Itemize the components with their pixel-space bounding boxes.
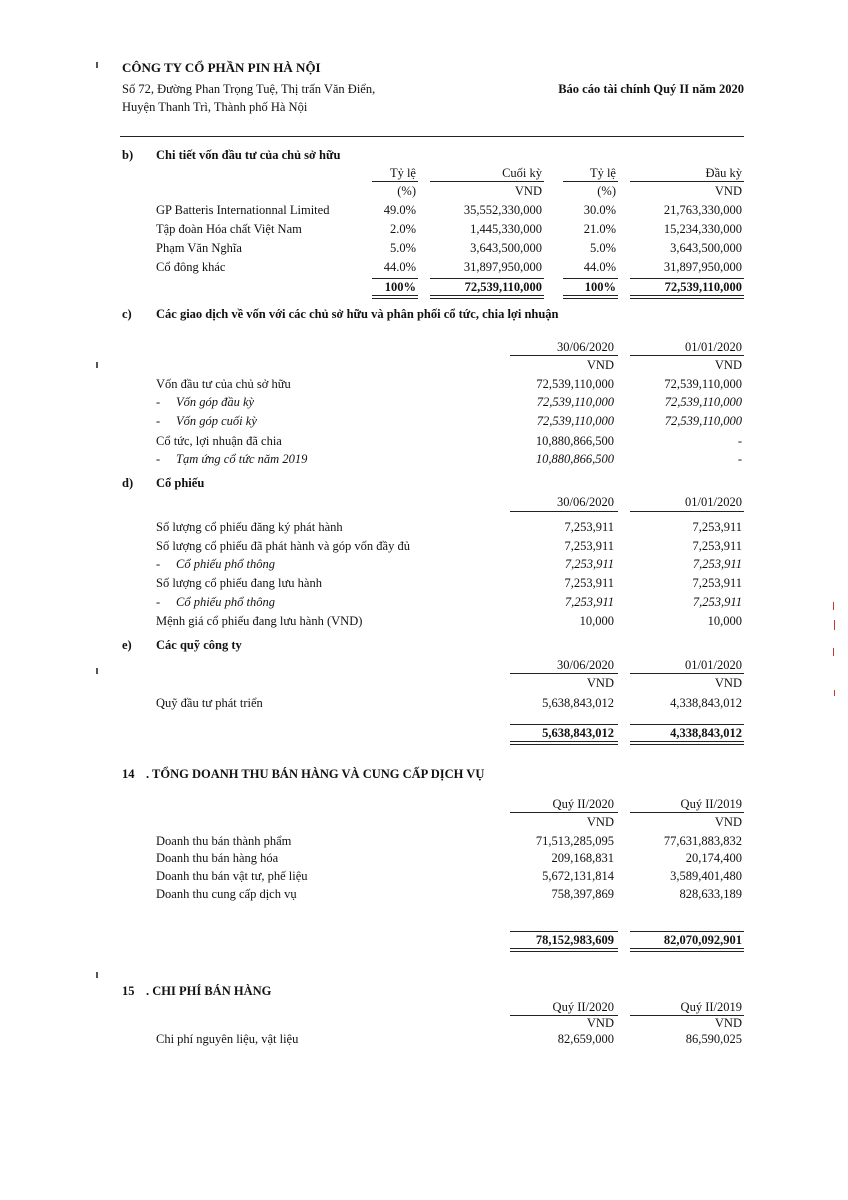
value-col-2: - (737, 434, 742, 448)
header-line (510, 673, 618, 674)
ratio-end: 2.0% (389, 222, 416, 236)
section-b-letter: b) (122, 148, 134, 162)
company-address-line2: Huyện Thanh Trì, Thành phố Hà Nội (122, 100, 308, 114)
value-start: 15,234,330,000 (663, 222, 742, 236)
shareholder-name: Cổ đông khác (156, 260, 226, 274)
value-col-1: 758,397,869 (551, 887, 614, 901)
double-underline (372, 295, 418, 299)
value-col-2: 3,589,401,480 (670, 869, 742, 883)
total-ratio-start: 100% (584, 280, 616, 294)
row-label: Quỹ đầu tư phát triển (156, 696, 263, 710)
row-label: Cổ phiếu phổ thông (176, 557, 275, 571)
unit-vnd: VND (714, 184, 742, 198)
section-b-title: Chi tiết vốn đầu tư của chủ sở hữu (156, 148, 341, 162)
date-col-1: 30/06/2020 (557, 658, 614, 672)
total-ratio-end: 100% (384, 280, 416, 294)
header-line (510, 812, 618, 813)
total-col-2: 82,070,092,901 (663, 933, 742, 947)
date-col-1: 30/06/2020 (557, 495, 614, 509)
double-underline (630, 295, 744, 299)
row-dash: - (156, 414, 161, 428)
header-line (510, 511, 618, 512)
value-col-2: 7,253,911 (692, 595, 742, 609)
section-c-title: Các giao dịch về vốn với các chủ sở hữu và phân phối cổ tức, chia lợi nhuận (156, 307, 559, 321)
row-label: Doanh thu bán vật tư, phế liệu (156, 869, 308, 883)
value-col-2: 7,253,911 (692, 576, 742, 590)
value-col-1: 5,638,843,012 (542, 696, 614, 710)
value-col-2: 86,590,025 (685, 1032, 742, 1046)
double-underline (630, 948, 744, 952)
ratio-start: 30.0% (583, 203, 616, 217)
row-label: Doanh thu cung cấp dịch vụ (156, 887, 297, 901)
header-line (630, 355, 744, 356)
col-header-ratio-end: Tỷ lệ (389, 166, 416, 180)
row-label: Chi phí nguyên liệu, vật liệu (156, 1032, 299, 1046)
unit-vnd: VND (714, 815, 742, 829)
row-label: Số lượng cổ phiếu đã phát hành và góp vốn đầy đủ (156, 539, 410, 553)
date-col-2: 01/01/2020 (685, 658, 742, 672)
value-start: 31,897,950,000 (663, 260, 742, 274)
shareholder-name: GP Batteris Internationnal Limited (156, 203, 330, 217)
section-14-title: . TỔNG DOANH THU BÁN HÀNG VÀ CUNG CẤP DỊCH VỤ (146, 767, 485, 781)
row-dash: - (156, 452, 161, 466)
value-end: 3,643,500,000 (470, 241, 542, 255)
value-col-1: 10,000 (579, 614, 614, 628)
row-label: Vốn góp đầu kỳ (176, 395, 255, 409)
unit-vnd: VND (586, 676, 614, 690)
value-col-1: 71,513,285,095 (535, 834, 614, 848)
section-d-letter: d) (122, 476, 134, 490)
section-d-title: Cổ phiếu (156, 476, 205, 490)
value-col-2: 72,539,110,000 (664, 395, 742, 409)
period-col-2: Quý II/2019 (680, 797, 742, 811)
rule-line (630, 931, 744, 932)
period-col-1: Quý II/2020 (552, 797, 614, 811)
total-col-2: 4,338,843,012 (670, 726, 742, 740)
scan-mark (834, 690, 835, 696)
header-line (510, 355, 618, 356)
scan-mark (833, 648, 834, 656)
section-15-number: 15 (122, 984, 135, 998)
row-label: Số lượng cổ phiếu đang lưu hành (156, 576, 322, 590)
section-15-title: . CHI PHÍ BÁN HÀNG (146, 984, 272, 998)
double-underline (630, 741, 744, 745)
value-end: 1,445,330,000 (470, 222, 542, 236)
value-start: 21,763,330,000 (663, 203, 742, 217)
binding-mark (96, 668, 98, 674)
rule-line (510, 931, 618, 932)
rule-line (510, 724, 618, 725)
period-col-1: Quý II/2020 (552, 1000, 614, 1014)
value-col-1: 7,253,911 (564, 595, 614, 609)
row-label: Tạm ứng cổ tức năm 2019 (176, 452, 308, 466)
row-label: Vốn đầu tư của chủ sở hữu (156, 377, 291, 391)
total-value-end: 72,539,110,000 (464, 280, 542, 294)
rule-line (430, 278, 544, 279)
row-label: Số lượng cổ phiếu đăng ký phát hành (156, 520, 343, 534)
value-col-1: 7,253,911 (564, 520, 614, 534)
value-col-1: 7,253,911 (564, 539, 614, 553)
value-col-2: 4,338,843,012 (670, 696, 742, 710)
underline (372, 181, 418, 182)
col-header-opening: Đầu kỳ (705, 166, 742, 180)
double-underline (510, 948, 618, 952)
value-col-1: 7,253,911 (564, 576, 614, 590)
header-line (630, 511, 744, 512)
value-col-2: 7,253,911 (692, 557, 742, 571)
rule-line (372, 278, 418, 279)
value-col-2: 828,633,189 (679, 887, 742, 901)
binding-mark (96, 972, 98, 978)
date-col-1: 30/06/2020 (557, 340, 614, 354)
company-name: CÔNG TY CỔ PHẦN PIN HÀ NỘI (122, 60, 321, 75)
row-label: Doanh thu bán thành phẩm (156, 834, 292, 848)
value-col-2: 77,631,883,832 (663, 834, 742, 848)
company-address-line1: Số 72, Đường Phan Trọng Tuệ, Thị trấn Văn Điển, (122, 82, 376, 96)
binding-mark (96, 62, 98, 68)
unit-percent: (%) (397, 184, 416, 198)
date-col-2: 01/01/2020 (685, 495, 742, 509)
value-col-2: 7,253,911 (692, 539, 742, 553)
value-col-2: 72,539,110,000 (664, 377, 742, 391)
row-dash: - (156, 395, 161, 409)
double-underline (510, 741, 618, 745)
ratio-end: 49.0% (383, 203, 416, 217)
unit-percent: (%) (597, 184, 616, 198)
underline (430, 181, 544, 182)
value-col-2: 20,174,400 (685, 851, 742, 865)
shareholder-name: Phạm Văn Nghĩa (156, 241, 242, 255)
col-header-closing: Cuối kỳ (502, 166, 542, 180)
report-title: Báo cáo tài chính Quý II năm 2020 (558, 82, 744, 96)
section-c-letter: c) (122, 307, 132, 321)
unit-vnd: VND (514, 184, 542, 198)
binding-mark (96, 362, 98, 368)
value-col-1: 5,672,131,814 (542, 869, 614, 883)
section-14-number: 14 (122, 767, 135, 781)
underline (563, 181, 618, 182)
double-underline (430, 295, 544, 299)
value-col-2: 10,000 (707, 614, 742, 628)
row-label: Vốn góp cuối kỳ (176, 414, 257, 428)
total-value-start: 72,539,110,000 (664, 280, 742, 294)
value-col-1: 209,168,831 (551, 851, 614, 865)
total-col-1: 78,152,983,609 (535, 933, 614, 947)
header-line (630, 812, 744, 813)
unit-vnd: VND (586, 1016, 614, 1030)
ratio-end: 44.0% (383, 260, 416, 274)
value-col-1: 10,880,866,500 (535, 434, 614, 448)
section-e-letter: e) (122, 638, 132, 652)
row-dash: - (156, 557, 161, 571)
period-col-2: Quý II/2019 (680, 1000, 742, 1014)
value-col-2: - (737, 452, 742, 466)
double-underline (563, 295, 618, 299)
rule-line (563, 278, 618, 279)
unit-vnd: VND (714, 358, 742, 372)
col-header-ratio-start: Tỷ lệ (589, 166, 616, 180)
ratio-start: 44.0% (583, 260, 616, 274)
unit-vnd: VND (586, 358, 614, 372)
value-start: 3,643,500,000 (670, 241, 742, 255)
header-line (630, 673, 744, 674)
ratio-start: 5.0% (589, 241, 616, 255)
rule-line (630, 724, 744, 725)
unit-vnd: VND (714, 1016, 742, 1030)
value-col-1: 72,539,110,000 (536, 414, 614, 428)
shareholder-name: Tập đoàn Hóa chất Việt Nam (156, 222, 302, 236)
row-label: Mệnh giá cổ phiếu đang lưu hành (VND) (156, 614, 363, 628)
unit-vnd: VND (586, 815, 614, 829)
rule-line (630, 278, 744, 279)
header-rule (120, 136, 744, 137)
value-col-1: 72,539,110,000 (536, 395, 614, 409)
value-end: 31,897,950,000 (463, 260, 542, 274)
value-end: 35,552,330,000 (463, 203, 542, 217)
row-label: Cổ tức, lợi nhuận đã chia (156, 434, 282, 448)
date-col-2: 01/01/2020 (685, 340, 742, 354)
underline (630, 181, 744, 182)
value-col-2: 7,253,911 (692, 520, 742, 534)
unit-vnd: VND (714, 676, 742, 690)
value-col-1: 82,659,000 (557, 1032, 614, 1046)
value-col-2: 72,539,110,000 (664, 414, 742, 428)
value-col-1: 10,880,866,500 (535, 452, 614, 466)
scan-mark (834, 620, 835, 630)
total-col-1: 5,638,843,012 (542, 726, 614, 740)
row-label: Cổ phiếu phổ thông (176, 595, 275, 609)
section-e-title: Các quỹ công ty (156, 638, 242, 652)
row-label: Doanh thu bán hàng hóa (156, 851, 279, 865)
row-dash: - (156, 595, 161, 609)
value-col-1: 72,539,110,000 (536, 377, 614, 391)
value-col-1: 7,253,911 (564, 557, 614, 571)
scan-mark (833, 602, 834, 610)
ratio-end: 5.0% (389, 241, 416, 255)
ratio-start: 21.0% (583, 222, 616, 236)
